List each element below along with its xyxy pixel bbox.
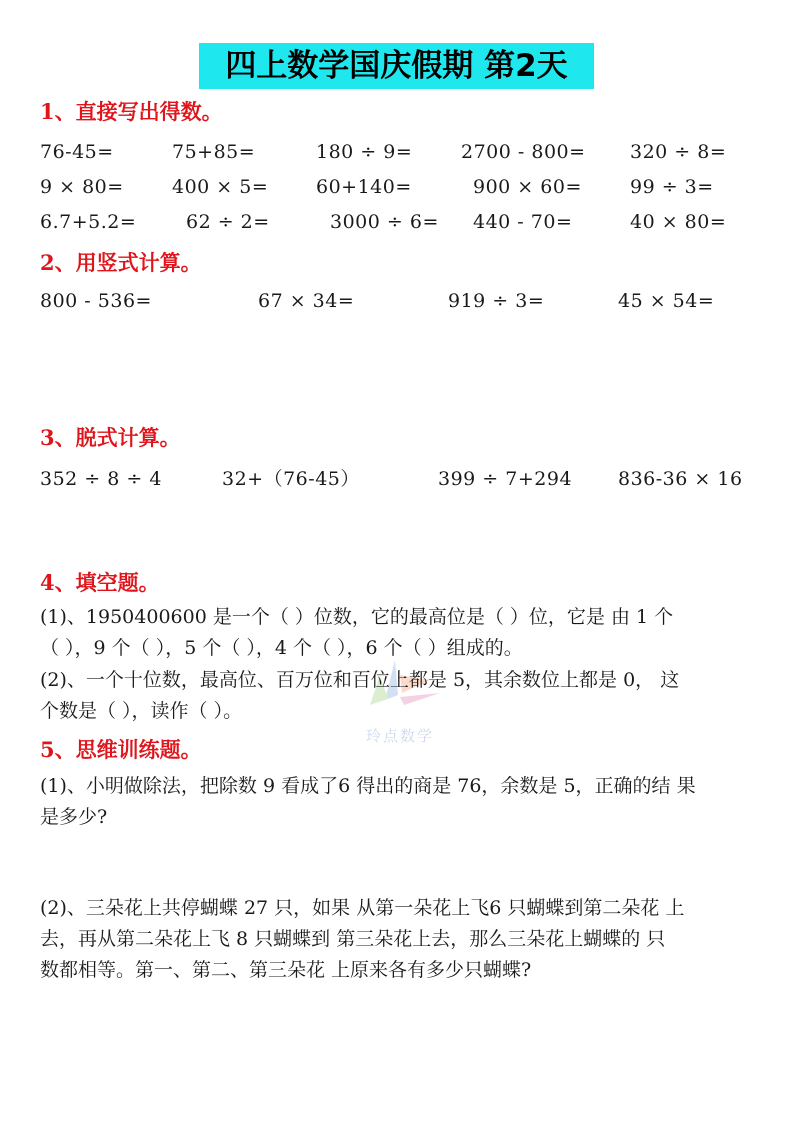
vertical-calc-item: 45 × 54= xyxy=(618,290,715,312)
vertical-calc-item: 800 - 536= xyxy=(40,290,152,312)
section-5-heading: 5、思维训练题。 xyxy=(40,737,202,762)
oral-calc-item: 6.7+5.2= xyxy=(40,211,137,233)
vertical-calc-item: 67 × 34= xyxy=(258,290,355,312)
oral-calc-item: 76-45= xyxy=(40,141,114,163)
text-line: 数都相等。第一、第二、第三朵花 上原来各有多少只蝴蝶? xyxy=(40,959,532,981)
vertical-calc-item: 919 ÷ 3= xyxy=(448,290,545,312)
oral-calc-item: 9 × 80= xyxy=(40,176,124,198)
oral-calc-item: 40 × 80= xyxy=(630,211,727,233)
oral-calc-item: 62 ÷ 2= xyxy=(186,211,270,233)
fill-blank-question-2 xyxy=(40,665,756,727)
text-line: （ ），9 个（ ），5 个（ ），4 个（ ），6 个（ ）组成的。 xyxy=(40,637,523,659)
fill-blank-question-1 xyxy=(40,602,756,664)
text-line: 去，再从第二朵花上飞 8 只蝴蝶到 第三朵花上去，那么三朵花上蝴蝶的 只 xyxy=(40,928,666,950)
oral-calc-item: 99 ÷ 3= xyxy=(630,176,714,198)
page-title: 四上数学国庆假期 第2天 xyxy=(199,43,594,89)
oral-calc-item: 180 ÷ 9= xyxy=(316,141,413,163)
step-calc-item: 836-36 × 16 xyxy=(618,468,743,490)
step-calc-item: 32+（76-45） xyxy=(222,468,360,490)
oral-calc-item: 900 × 60= xyxy=(473,176,582,198)
text-line: (1)、小明做除法，把除数 9 看成了6 得出的商是 76，余数是 5，正确的结 果 xyxy=(40,775,696,797)
watermark-text: 玲点数学 xyxy=(365,727,434,745)
oral-calc-item: 440 - 70= xyxy=(473,211,573,233)
thinking-question-2 xyxy=(40,893,756,986)
section-4-heading: 4、填空题。 xyxy=(40,570,160,595)
oral-calc-item: 60+140= xyxy=(316,176,412,198)
oral-calc-item: 320 ÷ 8= xyxy=(630,141,727,163)
oral-calc-item: 400 × 5= xyxy=(172,176,269,198)
text-line: 个数是（ ），读作（ ）。 xyxy=(40,700,243,722)
thinking-question-1 xyxy=(40,771,756,833)
text-line: (2)、三朵花上共停蝴蝶 27 只，如果 从第一朵花上飞6 只蝴蝶到第二朵花 上 xyxy=(40,897,685,919)
step-calc-item: 399 ÷ 7+294 xyxy=(438,468,573,490)
step-calc-item: 352 ÷ 8 ÷ 4 xyxy=(40,468,162,490)
oral-calc-item: 75+85= xyxy=(172,141,256,163)
text-line: (1)、1950400600 是一个（ ）位数，它的最高位是（ ）位，它是 由 1 个 xyxy=(40,606,674,628)
text-line: (2)、一个十位数，最高位、百万位和百位上都是 5，其余数位上都是 0， 这 xyxy=(40,669,680,691)
text-line: 是多少? xyxy=(40,806,108,828)
section-3-heading: 3、脱式计算。 xyxy=(40,425,181,450)
section-2-heading: 2、用竖式计算。 xyxy=(40,250,202,275)
section-1-heading: 1、直接写出得数。 xyxy=(40,99,223,124)
oral-calc-item: 2700 - 800= xyxy=(461,141,586,163)
oral-calc-item: 3000 ÷ 6= xyxy=(330,211,439,233)
